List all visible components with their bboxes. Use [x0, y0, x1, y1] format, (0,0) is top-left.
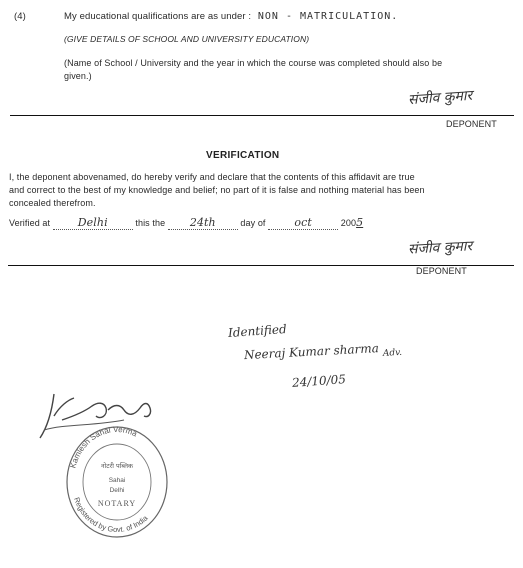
seal-top-text: Kamlesh Sahai Verma	[68, 424, 139, 470]
notary-seal	[62, 420, 172, 540]
this-the-label: this the	[135, 218, 166, 228]
identified-line: Identified	[227, 321, 288, 341]
month-value: oct	[294, 216, 312, 229]
verification-para-line2: and correct to the best of my knowledge and belief; no part of it is false and nothing material has been	[9, 185, 425, 195]
item-answer: NON - MATRICULATION.	[257, 11, 399, 22]
seal-hindi: नोटरी पब्लिक	[100, 462, 134, 470]
item-note-caps: (GIVE DETAILS OF SCHOOL AND UNIVERSITY EDUCATION)	[64, 34, 310, 44]
divider-top	[10, 115, 514, 116]
deponent-signature-bottom: संजीव कुमार	[407, 238, 473, 258]
year-prefix: 200	[340, 218, 357, 228]
seal-bottom-text: Registered by Govt. of India	[72, 496, 150, 535]
deponent-label-bottom: DEPONENT	[416, 266, 467, 276]
verification-para-line3: concealed therefrom.	[9, 198, 96, 208]
item-number: (4)	[14, 11, 26, 22]
verified-line	[9, 216, 363, 230]
year-suffix: 5	[356, 216, 364, 229]
seal-mid1: Sahai	[108, 477, 126, 484]
verified-at-value: Delhi	[77, 216, 108, 229]
verification-heading: VERIFICATION	[206, 150, 280, 161]
item-note-line1: (Name of School / University and the year in which the course was completed should also be	[64, 58, 443, 68]
identifier-name-text: Neeraj Kumar sharma	[243, 341, 380, 363]
seal-center: NOTARY	[97, 499, 137, 508]
item-question-text: My educational qualifications are as under :	[64, 11, 252, 22]
identifier-title: Adv.	[382, 347, 403, 359]
item-question	[64, 11, 398, 22]
verified-at-label: Verified at	[9, 218, 51, 228]
deponent-label-top: DEPONENT	[446, 119, 497, 129]
seal-mid2: Delhi	[109, 487, 125, 494]
identifier-name	[244, 340, 403, 366]
item-note-line2: given.)	[64, 71, 92, 81]
verification-para-line1: I, the deponent abovenamed, do hereby verify and declare that the contents of this affidavit are true	[9, 172, 415, 182]
identification-date: 24/10/05	[291, 372, 347, 390]
day-of-label: day of	[240, 218, 266, 228]
deponent-signature-top: संजीव कुमार	[407, 87, 473, 109]
day-value: 24th	[189, 216, 216, 229]
